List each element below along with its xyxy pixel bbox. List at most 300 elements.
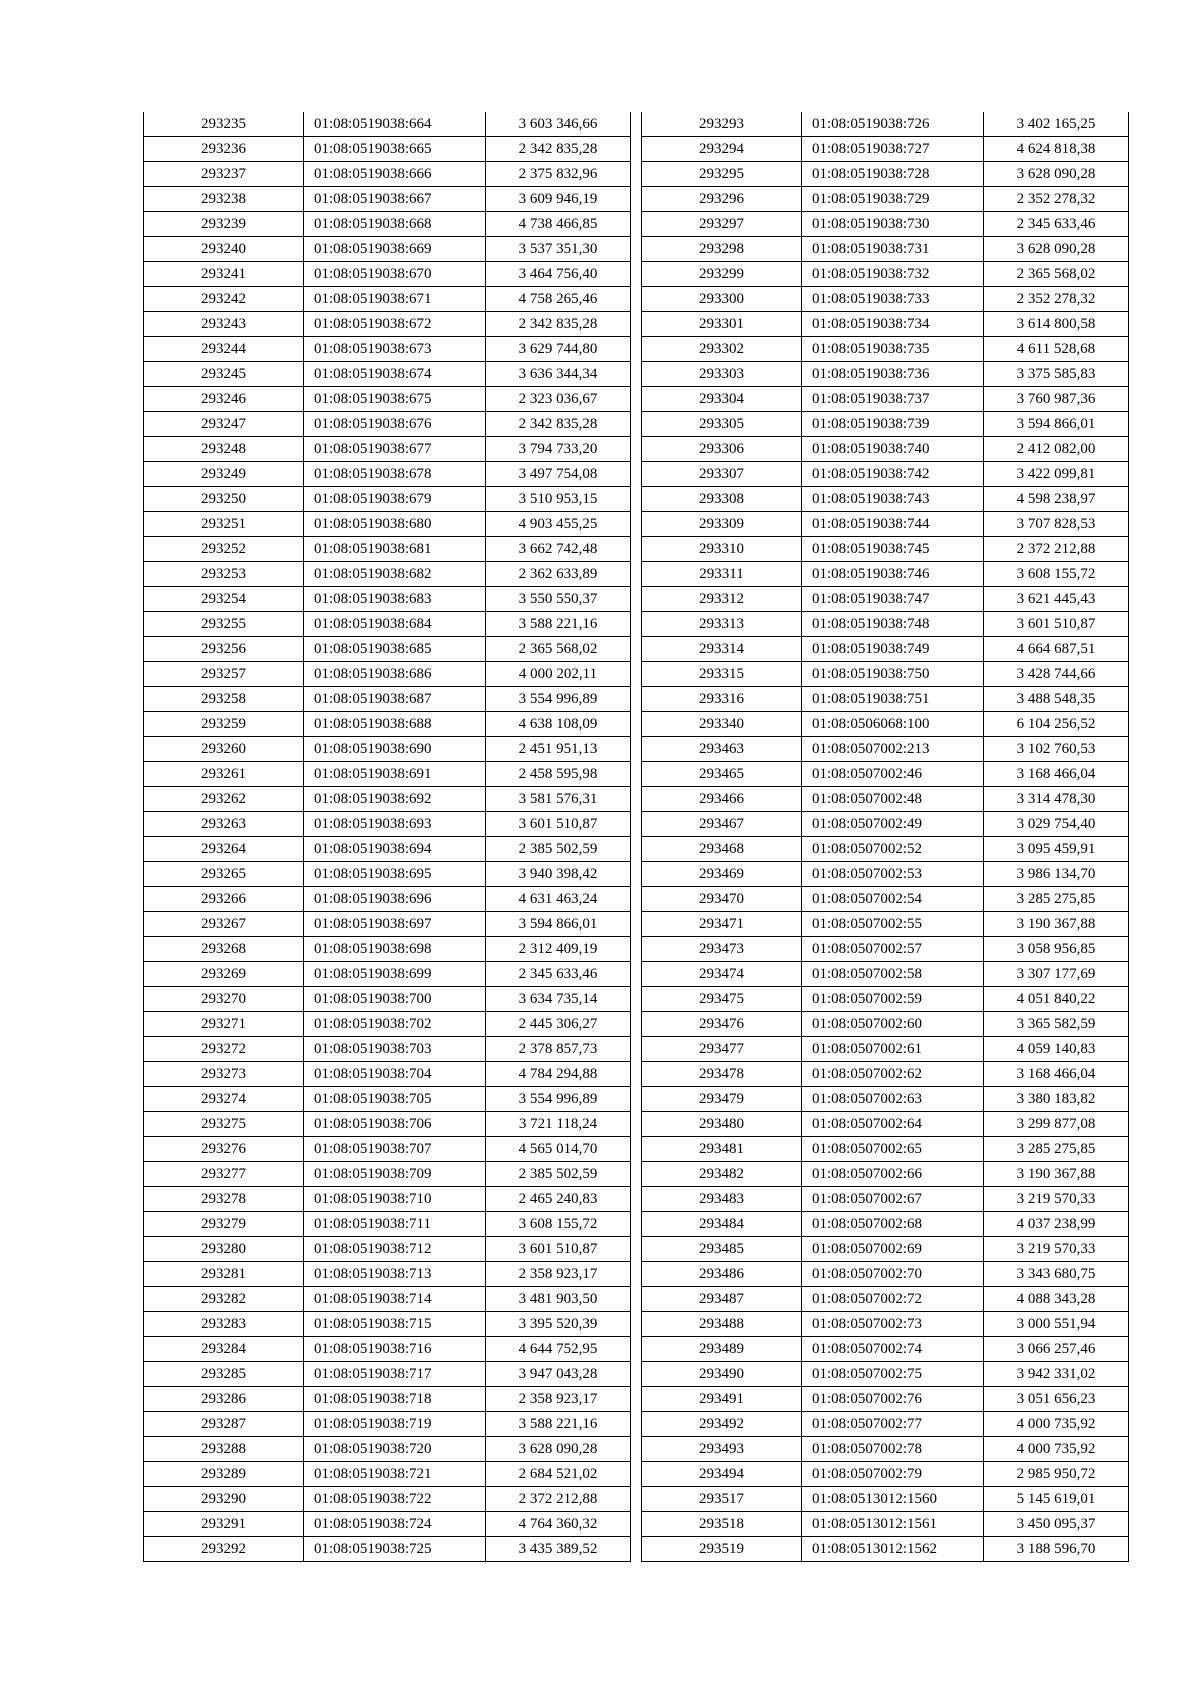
table-row [642, 862, 1129, 887]
cadastral-number-cell: 01:08:0519038:685 [304, 637, 486, 662]
value-cell: 3 609 946,19 [486, 187, 631, 212]
value-cell: 2 412 082,00 [984, 437, 1129, 462]
record-number-cell: 293307 [642, 462, 802, 487]
table-row [144, 112, 631, 137]
table-row [144, 1087, 631, 1112]
table-row [642, 1062, 1129, 1087]
cadastral-number-cell: 01:08:0519038:678 [304, 462, 486, 487]
table-row [642, 787, 1129, 812]
cadastral-number-cell: 01:08:0519038:672 [304, 312, 486, 337]
value-cell: 3 601 510,87 [486, 812, 631, 837]
value-cell: 4 631 463,24 [486, 887, 631, 912]
table-row [144, 462, 631, 487]
record-number-cell: 293247 [144, 412, 304, 437]
cadastral-number-cell: 01:08:0507002:78 [802, 1437, 984, 1462]
table-row [642, 412, 1129, 437]
cadastral-number-cell: 01:08:0519038:734 [802, 312, 984, 337]
value-cell: 3 285 275,85 [984, 887, 1129, 912]
cadastral-number-cell: 01:08:0519038:679 [304, 487, 486, 512]
table-row [642, 187, 1129, 212]
table-row [642, 812, 1129, 837]
value-cell: 4 611 528,68 [984, 337, 1129, 362]
cadastral-number-cell: 01:08:0519038:675 [304, 387, 486, 412]
record-number-cell: 293309 [642, 512, 802, 537]
value-cell: 4 644 752,95 [486, 1337, 631, 1362]
value-cell: 2 465 240,83 [486, 1187, 631, 1212]
record-number-cell: 293483 [642, 1187, 802, 1212]
record-number-cell: 293292 [144, 1537, 304, 1562]
record-number-cell: 293285 [144, 1362, 304, 1387]
cadastral-number-cell: 01:08:0519038:742 [802, 462, 984, 487]
value-cell: 4 051 840,22 [984, 987, 1129, 1012]
cadastral-number-cell: 01:08:0519038:717 [304, 1362, 486, 1387]
value-cell: 4 664 687,51 [984, 637, 1129, 662]
value-cell: 3 588 221,16 [486, 1412, 631, 1437]
table-row [144, 362, 631, 387]
table-row [144, 1012, 631, 1037]
table-row [144, 1362, 631, 1387]
record-number-cell: 293469 [642, 862, 802, 887]
value-cell: 3 395 520,39 [486, 1312, 631, 1337]
value-cell: 3 168 466,04 [984, 762, 1129, 787]
record-number-cell: 293481 [642, 1137, 802, 1162]
cadastral-number-cell: 01:08:0519038:698 [304, 937, 486, 962]
record-number-cell: 293278 [144, 1187, 304, 1212]
record-number-cell: 293243 [144, 312, 304, 337]
cadastral-number-cell: 01:08:0519038:713 [304, 1262, 486, 1287]
value-cell: 2 342 835,28 [486, 412, 631, 437]
value-cell: 3 794 733,20 [486, 437, 631, 462]
cadastral-number-cell: 01:08:0507002:60 [802, 1012, 984, 1037]
value-cell: 3 608 155,72 [984, 562, 1129, 587]
record-number-cell: 293479 [642, 1087, 802, 1112]
value-cell: 2 342 835,28 [486, 312, 631, 337]
value-cell: 3 314 478,30 [984, 787, 1129, 812]
cadastral-number-cell: 01:08:0519038:693 [304, 812, 486, 837]
table-row [642, 337, 1129, 362]
record-number-cell: 293303 [642, 362, 802, 387]
record-number-cell: 293279 [144, 1212, 304, 1237]
table-row [642, 662, 1129, 687]
cadastral-number-cell: 01:08:0519038:683 [304, 587, 486, 612]
cadastral-number-cell: 01:08:0519038:744 [802, 512, 984, 537]
value-cell: 3 428 744,66 [984, 662, 1129, 687]
cadastral-number-cell: 01:08:0507002:62 [802, 1062, 984, 1087]
cadastral-number-cell: 01:08:0519038:669 [304, 237, 486, 262]
cadastral-number-cell: 01:08:0519038:666 [304, 162, 486, 187]
table-row [144, 812, 631, 837]
table-row [144, 1537, 631, 1562]
record-number-cell: 293260 [144, 737, 304, 762]
cadastral-number-cell: 01:08:0519038:740 [802, 437, 984, 462]
value-cell: 2 352 278,32 [984, 287, 1129, 312]
value-cell: 3 947 043,28 [486, 1362, 631, 1387]
table-row [642, 1162, 1129, 1187]
value-cell: 3 343 680,75 [984, 1262, 1129, 1287]
record-number-cell: 293467 [642, 812, 802, 837]
cadastral-number-cell: 01:08:0519038:714 [304, 1287, 486, 1312]
cadastral-number-cell: 01:08:0519038:710 [304, 1187, 486, 1212]
record-number-cell: 293263 [144, 812, 304, 837]
table-row [144, 962, 631, 987]
record-number-cell: 293487 [642, 1287, 802, 1312]
cadastral-number-cell: 01:08:0507002:67 [802, 1187, 984, 1212]
record-number-cell: 293314 [642, 637, 802, 662]
record-number-cell: 293482 [642, 1162, 802, 1187]
record-number-cell: 293249 [144, 462, 304, 487]
table-row [642, 1462, 1129, 1487]
cadastral-number-cell: 01:08:0519038:668 [304, 212, 486, 237]
table-row [642, 1262, 1129, 1287]
record-number-cell: 293289 [144, 1462, 304, 1487]
cadastral-number-cell: 01:08:0519038:743 [802, 487, 984, 512]
cadastral-number-cell: 01:08:0513012:1560 [802, 1487, 984, 1512]
record-number-cell: 293265 [144, 862, 304, 887]
record-number-cell: 293239 [144, 212, 304, 237]
value-cell: 3 629 744,80 [486, 337, 631, 362]
value-cell: 3 636 344,34 [486, 362, 631, 387]
value-cell: 2 684 521,02 [486, 1462, 631, 1487]
value-cell: 4 598 238,97 [984, 487, 1129, 512]
table-row [642, 262, 1129, 287]
record-number-cell: 293294 [642, 137, 802, 162]
record-number-cell: 293298 [642, 237, 802, 262]
record-number-cell: 293250 [144, 487, 304, 512]
table-row [642, 487, 1129, 512]
value-cell: 2 342 835,28 [486, 137, 631, 162]
cadastral-number-cell: 01:08:0519038:694 [304, 837, 486, 862]
value-cell: 3 603 346,66 [486, 112, 631, 137]
cadastral-number-cell: 01:08:0519038:720 [304, 1437, 486, 1462]
cadastral-number-cell: 01:08:0507002:52 [802, 837, 984, 862]
record-number-cell: 293489 [642, 1337, 802, 1362]
value-cell: 3 721 118,24 [486, 1112, 631, 1137]
value-cell: 2 451 951,13 [486, 737, 631, 762]
record-number-cell: 293486 [642, 1262, 802, 1287]
cadastral-number-cell: 01:08:0507002:72 [802, 1287, 984, 1312]
record-number-cell: 293470 [642, 887, 802, 912]
table-row [144, 912, 631, 937]
table-row [642, 1112, 1129, 1137]
cadastral-number-cell: 01:08:0519038:665 [304, 137, 486, 162]
record-number-cell: 293251 [144, 512, 304, 537]
value-cell: 3 510 953,15 [486, 487, 631, 512]
table-row [144, 762, 631, 787]
value-cell: 4 000 735,92 [984, 1437, 1129, 1462]
record-number-cell: 293293 [642, 112, 802, 137]
value-cell: 3 594 866,01 [486, 912, 631, 937]
value-cell: 2 358 923,17 [486, 1262, 631, 1287]
table-row [144, 1062, 631, 1087]
record-number-cell: 293283 [144, 1312, 304, 1337]
table-row [144, 712, 631, 737]
table-row [144, 612, 631, 637]
cadastral-number-cell: 01:08:0519038:712 [304, 1237, 486, 1262]
cadastral-number-cell: 01:08:0507002:61 [802, 1037, 984, 1062]
table-row [144, 1187, 631, 1212]
value-cell: 2 985 950,72 [984, 1462, 1129, 1487]
table-row [144, 162, 631, 187]
record-number-cell: 293256 [144, 637, 304, 662]
cadastral-number-cell: 01:08:0519038:670 [304, 262, 486, 287]
table-row [144, 287, 631, 312]
record-number-cell: 293287 [144, 1412, 304, 1437]
value-cell: 2 458 595,98 [486, 762, 631, 787]
value-cell: 2 345 633,46 [984, 212, 1129, 237]
cadastral-number-cell: 01:08:0507002:49 [802, 812, 984, 837]
record-number-cell: 293465 [642, 762, 802, 787]
cadastral-number-cell: 01:08:0507002:73 [802, 1312, 984, 1337]
record-number-cell: 293473 [642, 937, 802, 962]
value-cell: 6 104 256,52 [984, 712, 1129, 737]
record-number-cell: 293267 [144, 912, 304, 937]
value-cell: 3 760 987,36 [984, 387, 1129, 412]
cadastral-number-cell: 01:08:0519038:692 [304, 787, 486, 812]
record-number-cell: 293517 [642, 1487, 802, 1512]
table-row [144, 887, 631, 912]
table-row [642, 887, 1129, 912]
registry-table-left [143, 112, 631, 1562]
record-number-cell: 293253 [144, 562, 304, 587]
record-number-cell: 293264 [144, 837, 304, 862]
record-number-cell: 293268 [144, 937, 304, 962]
record-number-cell: 293485 [642, 1237, 802, 1262]
cadastral-number-cell: 01:08:0507002:66 [802, 1162, 984, 1187]
table-row [144, 1412, 631, 1437]
cadastral-number-cell: 01:08:0519038:695 [304, 862, 486, 887]
table-row [642, 537, 1129, 562]
value-cell: 3 614 800,58 [984, 312, 1129, 337]
table-row [144, 387, 631, 412]
value-cell: 2 372 212,88 [486, 1487, 631, 1512]
cadastral-number-cell: 01:08:0519038:664 [304, 112, 486, 137]
cadastral-number-cell: 01:08:0519038:747 [802, 587, 984, 612]
table-row [642, 162, 1129, 187]
cadastral-number-cell: 01:08:0519038:711 [304, 1212, 486, 1237]
cadastral-number-cell: 01:08:0519038:691 [304, 762, 486, 787]
table-row [144, 787, 631, 812]
value-cell: 3 940 398,42 [486, 862, 631, 887]
value-cell: 2 365 568,02 [984, 262, 1129, 287]
table-row [642, 437, 1129, 462]
value-cell: 3 581 576,31 [486, 787, 631, 812]
cadastral-number-cell: 01:08:0519038:729 [802, 187, 984, 212]
value-cell: 3 190 367,88 [984, 1162, 1129, 1187]
table-row [144, 637, 631, 662]
record-number-cell: 293494 [642, 1462, 802, 1487]
value-cell: 3 435 389,52 [486, 1537, 631, 1562]
record-number-cell: 293236 [144, 137, 304, 162]
value-cell: 3 707 828,53 [984, 512, 1129, 537]
table-row [642, 1012, 1129, 1037]
value-cell: 2 378 857,73 [486, 1037, 631, 1062]
cadastral-number-cell: 01:08:0519038:700 [304, 987, 486, 1012]
table-row [144, 212, 631, 237]
cadastral-number-cell: 01:08:0519038:751 [802, 687, 984, 712]
value-cell: 5 145 619,01 [984, 1487, 1129, 1512]
value-cell: 3 464 756,40 [486, 262, 631, 287]
record-number-cell: 293246 [144, 387, 304, 412]
table-row [144, 1262, 631, 1287]
cadastral-number-cell: 01:08:0519038:680 [304, 512, 486, 537]
table-row [144, 437, 631, 462]
value-cell: 2 345 633,46 [486, 962, 631, 987]
table-body [144, 112, 631, 1562]
cadastral-number-cell: 01:08:0519038:704 [304, 1062, 486, 1087]
record-number-cell: 293240 [144, 237, 304, 262]
table-row [642, 1287, 1129, 1312]
table-row [642, 837, 1129, 862]
record-number-cell: 293290 [144, 1487, 304, 1512]
record-number-cell: 293476 [642, 1012, 802, 1037]
cadastral-number-cell: 01:08:0519038:716 [304, 1337, 486, 1362]
value-cell: 4 764 360,32 [486, 1512, 631, 1537]
cadastral-number-cell: 01:08:0519038:706 [304, 1112, 486, 1137]
cadastral-number-cell: 01:08:0507002:77 [802, 1412, 984, 1437]
cadastral-number-cell: 01:08:0519038:687 [304, 687, 486, 712]
value-cell: 2 385 502,59 [486, 1162, 631, 1187]
table-row [642, 1237, 1129, 1262]
cadastral-number-cell: 01:08:0506068:100 [802, 712, 984, 737]
table-row [642, 762, 1129, 787]
record-number-cell: 293252 [144, 537, 304, 562]
value-cell: 2 365 568,02 [486, 637, 631, 662]
record-number-cell: 293490 [642, 1362, 802, 1387]
value-cell: 3 066 257,46 [984, 1337, 1129, 1362]
table-row [642, 1337, 1129, 1362]
cadastral-number-cell: 01:08:0519038:715 [304, 1312, 486, 1337]
table-row [144, 537, 631, 562]
table-row [144, 1337, 631, 1362]
value-cell: 3 299 877,08 [984, 1112, 1129, 1137]
record-number-cell: 293475 [642, 987, 802, 1012]
record-number-cell: 293288 [144, 1437, 304, 1462]
table-row [642, 737, 1129, 762]
table-row [144, 512, 631, 537]
record-number-cell: 293238 [144, 187, 304, 212]
cadastral-number-cell: 01:08:0507002:213 [802, 737, 984, 762]
record-number-cell: 293304 [642, 387, 802, 412]
record-number-cell: 293518 [642, 1512, 802, 1537]
value-cell: 2 385 502,59 [486, 837, 631, 862]
table-row [642, 1537, 1129, 1562]
cadastral-number-cell: 01:08:0519038:718 [304, 1387, 486, 1412]
cadastral-number-cell: 01:08:0519038:728 [802, 162, 984, 187]
table-row [642, 587, 1129, 612]
record-number-cell: 293266 [144, 887, 304, 912]
record-number-cell: 293299 [642, 262, 802, 287]
value-cell: 3 608 155,72 [486, 1212, 631, 1237]
value-cell: 4 037 238,99 [984, 1212, 1129, 1237]
cadastral-number-cell: 01:08:0519038:696 [304, 887, 486, 912]
cadastral-number-cell: 01:08:0519038:719 [304, 1412, 486, 1437]
table-row [642, 287, 1129, 312]
table-row [144, 137, 631, 162]
record-number-cell: 293244 [144, 337, 304, 362]
cadastral-number-cell: 01:08:0519038:705 [304, 1087, 486, 1112]
table-row [642, 1037, 1129, 1062]
table-row [144, 837, 631, 862]
value-cell: 4 000 202,11 [486, 662, 631, 687]
cadastral-number-cell: 01:08:0519038:690 [304, 737, 486, 762]
value-cell: 3 000 551,94 [984, 1312, 1129, 1337]
value-cell: 3 634 735,14 [486, 987, 631, 1012]
value-cell: 3 594 866,01 [984, 412, 1129, 437]
value-cell: 3 942 331,02 [984, 1362, 1129, 1387]
record-number-cell: 293484 [642, 1212, 802, 1237]
value-cell: 3 601 510,87 [984, 612, 1129, 637]
record-number-cell: 293492 [642, 1412, 802, 1437]
record-number-cell: 293272 [144, 1037, 304, 1062]
value-cell: 3 554 996,89 [486, 687, 631, 712]
table-row [642, 1387, 1129, 1412]
table-row [642, 962, 1129, 987]
registry-table-right [641, 112, 1129, 1562]
record-number-cell: 293258 [144, 687, 304, 712]
table-row [642, 512, 1129, 537]
value-cell: 4 638 108,09 [486, 712, 631, 737]
cadastral-number-cell: 01:08:0513012:1562 [802, 1537, 984, 1562]
cadastral-number-cell: 01:08:0507002:74 [802, 1337, 984, 1362]
table-row [144, 1162, 631, 1187]
value-cell: 3 481 903,50 [486, 1287, 631, 1312]
record-number-cell: 293302 [642, 337, 802, 362]
table-row [642, 987, 1129, 1012]
record-number-cell: 293313 [642, 612, 802, 637]
table-row [642, 1087, 1129, 1112]
table-row [144, 1212, 631, 1237]
cadastral-number-cell: 01:08:0519038:746 [802, 562, 984, 587]
record-number-cell: 293477 [642, 1037, 802, 1062]
table-row [144, 937, 631, 962]
table-row [642, 137, 1129, 162]
cadastral-number-cell: 01:08:0519038:748 [802, 612, 984, 637]
value-cell: 3 188 596,70 [984, 1537, 1129, 1562]
value-cell: 4 088 343,28 [984, 1287, 1129, 1312]
cadastral-number-cell: 01:08:0519038:684 [304, 612, 486, 637]
record-number-cell: 293493 [642, 1437, 802, 1462]
table-row [642, 112, 1129, 137]
value-cell: 3 488 548,35 [984, 687, 1129, 712]
table-row [144, 1237, 631, 1262]
cadastral-number-cell: 01:08:0507002:46 [802, 762, 984, 787]
record-number-cell: 293277 [144, 1162, 304, 1187]
value-cell: 2 323 036,67 [486, 387, 631, 412]
table-row [642, 687, 1129, 712]
value-cell: 3 058 956,85 [984, 937, 1129, 962]
table-row [642, 712, 1129, 737]
cadastral-number-cell: 01:08:0519038:730 [802, 212, 984, 237]
table-row [144, 262, 631, 287]
record-number-cell: 293281 [144, 1262, 304, 1287]
record-number-cell: 293273 [144, 1062, 304, 1087]
record-number-cell: 293274 [144, 1087, 304, 1112]
record-number-cell: 293300 [642, 287, 802, 312]
value-cell: 3 601 510,87 [486, 1237, 631, 1262]
record-number-cell: 293275 [144, 1112, 304, 1137]
cadastral-number-cell: 01:08:0519038:737 [802, 387, 984, 412]
record-number-cell: 293269 [144, 962, 304, 987]
cadastral-number-cell: 01:08:0507002:54 [802, 887, 984, 912]
value-cell: 2 445 306,27 [486, 1012, 631, 1037]
value-cell: 3 285 275,85 [984, 1137, 1129, 1162]
table-row [642, 212, 1129, 237]
table-row [144, 987, 631, 1012]
cadastral-number-cell: 01:08:0519038:676 [304, 412, 486, 437]
table-row [144, 1287, 631, 1312]
value-cell: 3 219 570,33 [984, 1237, 1129, 1262]
cadastral-number-cell: 01:08:0519038:722 [304, 1487, 486, 1512]
